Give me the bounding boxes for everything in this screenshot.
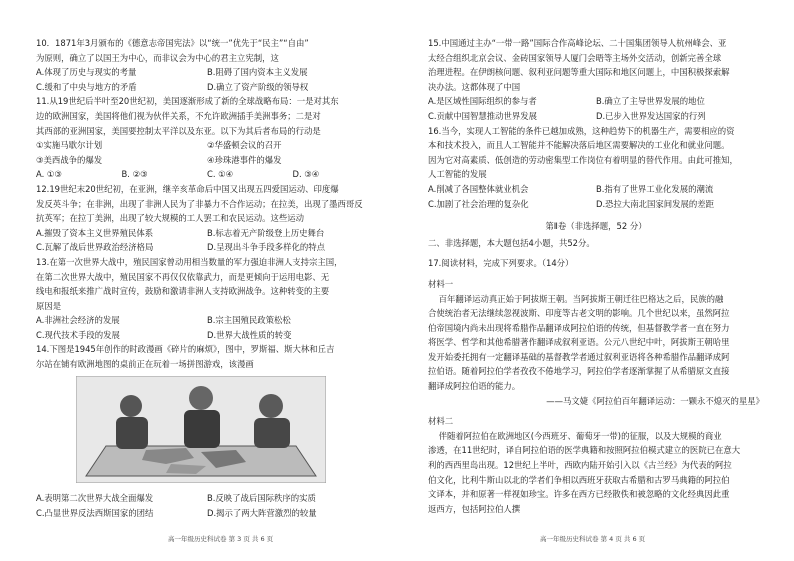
right-column [428, 36, 764, 516]
question-stem: 为原则，确立了以国王为中心，而非议会为中心的君主立宪制，这 [36, 52, 279, 63]
material-text: 合使统治者无法继续忽视波斯、印度等古老文明的影响。几个世纪以来，虽然阿拉 [428, 308, 730, 319]
option-b: B.标志着无产阶级登上历史舞台 [207, 227, 325, 238]
question-14 [36, 342, 378, 520]
question-stem: 原因是 [36, 300, 62, 311]
material-text: 将医学、哲学和其他希腊著作翻译成叙利亚语。公元八世纪中叶，阿拔斯王朝哈里 [428, 337, 730, 348]
option-a: A. ①③ [36, 169, 62, 180]
option-d: D. ③④ [292, 169, 320, 180]
material-text: 渗透，在11世纪时，译自阿拉伯语的医学典籍和按照阿拉伯模式建立的医院已在意大 [428, 445, 741, 456]
option-c: C.加剧了社会治理的复杂化 [428, 198, 529, 209]
question-stem: 尔站在铺有欧洲地图的桌前正在玩着一场拼图游戏，该漫画 [36, 359, 254, 370]
question-stem: 15.中国通过主办“一带一路”国际合作高峰论坛、二十国集团领导人杭州峰会、亚 [428, 38, 727, 48]
question-stem: 太经合组织北京会议、金砖国家领导人厦门会晤等主场外交活动，创新完善全球 [428, 52, 722, 63]
option-d: D.已步入世界发达国家的行列 [596, 110, 706, 121]
material-text: 文译本，并和原著一样视如珍宝。许多在西方已经散佚和被忽略的文化经典因此重 [428, 489, 730, 500]
question-13 [36, 255, 378, 343]
option-a: A.非洲社会经济的发展 [36, 315, 120, 326]
question-stem: 因为它对高素质、低创造的劳动密集型工作岗位有着明显的替代作用。由此可推知， [428, 154, 738, 165]
question-stem: 决办法。这都体现了中国 [428, 81, 521, 92]
option-a: A.是区域性国际组织的参与者 [428, 96, 537, 107]
material-source: ——马文婕《阿拉伯百年翻译运动：一颗永不熄灭的星星》 [546, 395, 764, 406]
option-c: C.瓦解了战后世界政治经济格局 [36, 242, 154, 253]
option-b: B.反映了战后国际秩序的实质 [207, 493, 316, 504]
option-b: B.阻碍了国内资本主义发展 [207, 67, 308, 78]
option-c: C.现代技术手段的发展 [36, 329, 120, 340]
question-stem: 其西部的亚洲国家，美国要控制太平洋以及东亚。以下为其后者布局的行动是 [36, 125, 321, 136]
material-text: 伯帝国境内尚未出现将希腊作品翻译成阿拉伯语的传统，但基督教学者一直在努力 [428, 322, 730, 333]
material-text: 返西方，包括阿拉伯人撰 [428, 503, 521, 514]
statement-item: ④珍珠港事件的爆发 [207, 154, 282, 165]
material-text: 百年翻译运动真正始于阿拔斯王朝。当阿拔斯王朝迁往巴格达之后，民族的融 [428, 293, 724, 304]
question-stem: 13.在第一次世界大战中，殖民国家曾动用相当数量的军力强迫非洲人支持宗主国， [36, 256, 343, 267]
material-text: 拉伯语。随着阿拉伯学者孜孜不倦地学习，阿拉伯学者逐渐掌握了从希腊原文直接 [428, 366, 730, 377]
question-stem: 本和技术投入，而且人工智能并不能解决落后地区需要解决的工业化和就业问题。 [428, 140, 730, 151]
option-b: B.指有了世界工业化发展的潮流 [596, 183, 714, 194]
question-stem: 发反英斗争；在非洲，出现了非洲人民为了非暴力不合作运动；在拉美，出现了墨西哥反 [36, 198, 363, 209]
question-stem: 14.下图是1945年创作的时政漫画《碎片的麻烦》，图中，罗斯福、斯大林和丘吉 [36, 344, 335, 355]
statement-item: ②华盛顿会议的召开 [207, 140, 282, 151]
page-footer-left: 高一年级历史科试卷 第 3 页 共 6 页 [168, 535, 274, 543]
question-stem: 在第二次世界大战中，殖民国家不再仅仅依靠武力，而是更倾向于运用电影、无 [36, 271, 330, 282]
question-stem: 治理进程。在伊朗核问题、叙利亚问题等重大国际和地区问题上，中国积极探索解 [428, 67, 730, 78]
option-d: D.世界大战性质的转变 [207, 329, 292, 340]
option-c: C.凸显世界反法西斯国家的团结 [36, 507, 154, 518]
statement-item: ③美西战争的爆发 [36, 154, 103, 165]
option-d: D.揭示了两大阵营激烈的较量 [207, 507, 317, 518]
material-text: 利的西西里岛出现。12世纪上半叶，西欧内陆开始引入以《古兰经》为代表的阿拉 [428, 460, 732, 471]
material-label: 材料一 [428, 278, 454, 289]
material-text: 伴随着阿拉伯在欧洲地区(今西班牙、葡萄牙一带)的征服，以及大规模的商业 [428, 430, 722, 441]
question-stem: 16.当今，实现人工智能的条件已越加成熟，这种趋势下的机器生产，需要相应的资 [428, 125, 735, 136]
material-label: 材料二 [428, 416, 454, 427]
question-12 [36, 182, 378, 255]
statement-item: ①实施马歇尔计划 [36, 140, 103, 151]
page-footer-right: 高一年级历史科试卷 第 4 页 共 6 页 [540, 535, 646, 543]
option-c: C.缓和了中央与地方的矛盾 [36, 81, 137, 92]
option-a: A.摧毁了资本主义世界殖民体系 [36, 227, 154, 238]
option-d: D.呈现出斗争手段多样化的特点 [207, 242, 325, 253]
question-stem: 12.19世纪末20世纪初，在亚洲，继辛亥革命后中国又出现五四爱国运动、印度爆 [36, 183, 339, 194]
option-a: A.削减了各国整体就业机会 [428, 183, 529, 194]
question-stem: 10．1871年3月颁布的《德意志帝国宪法》以“统一”优先于“民主”“自由” [36, 38, 309, 48]
option-d: D.恐拉大南北国家间发展的差距 [596, 198, 714, 209]
question-stem: 边的欧洲国家，美国将他们视为伙伴关系，不允许欧洲插手美洲事务；二是对 [36, 110, 321, 121]
left-column [36, 36, 378, 520]
option-d: D.确立了资产阶级的领导权 [207, 81, 309, 92]
question-17-title: 17.阅读材料，完成下列要求。（14分） [428, 258, 574, 269]
question-stem: 线电和报纸来推广战时宣传，鼓励和激请非洲人支持欧洲战争。这种转变的主要 [36, 286, 330, 297]
question-16 [428, 124, 764, 212]
political-cartoon-image [76, 376, 326, 483]
option-c: C. ①④ [207, 169, 234, 180]
question-10 [36, 36, 378, 94]
option-b: B. ②③ [121, 169, 148, 180]
option-c: C.贡献中国智慧推动世界发展 [428, 110, 538, 121]
material-text: 发开始委托拥有一定翻译基础的基督教学者通过叙利亚语将各种希腊作品翻译成阿 [428, 351, 730, 362]
material-text: 伯文化，比利牛斯山以北的学者们争相以西班牙获取古希腊和古罗马典籍的阿拉伯 [428, 474, 730, 485]
question-stem: 抗英军；在拉丁美洲，出现了较大规模的工人罢工和农民运动。这些运动 [36, 213, 304, 224]
question-15 [428, 36, 764, 124]
section-header: 第Ⅱ卷（非选择题，52 分） [545, 221, 647, 232]
section-title: 二、非选择题，本大题包括4小题，共52分。 [428, 237, 595, 248]
question-stem: 人工智能的发展 [428, 169, 487, 180]
question-11 [36, 94, 378, 182]
option-a: A.表明第二次世界大战全面爆发 [36, 493, 154, 504]
option-b: B.确立了主导世界发展的地位 [596, 96, 705, 107]
question-stem: 11.从19世纪后半叶至20世纪初，美国逐渐形成了新的全球战略布局：一是对其东 [36, 96, 339, 107]
material-text: 翻译成阿拉伯语的能力。 [428, 381, 521, 392]
option-a: A.体现了历史与现实的考量 [36, 67, 137, 78]
option-b: B.宗主国殖民政策松松 [207, 315, 291, 326]
